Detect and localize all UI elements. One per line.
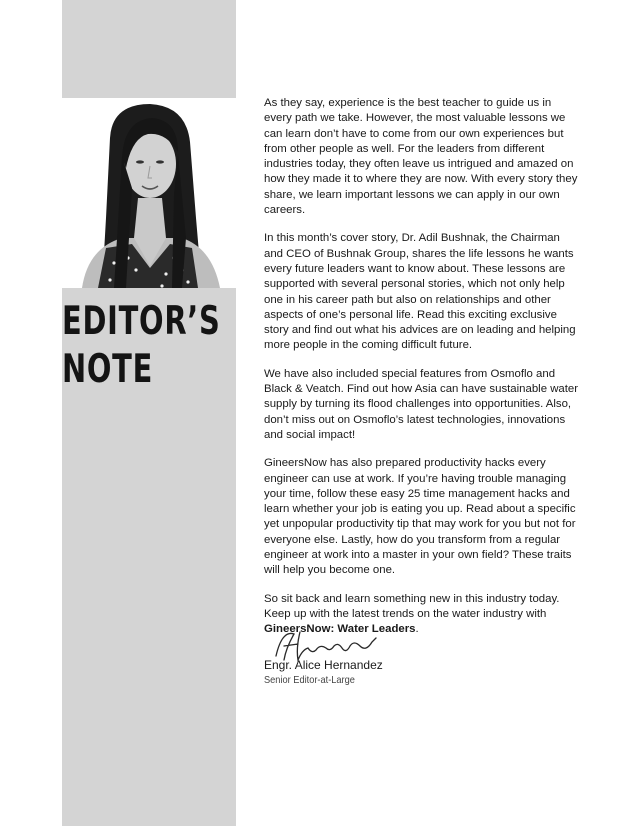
note-body	[264, 96, 582, 651]
paragraph-1: As they say, experience is the best teacher to guide us in every path we take. However, the most valuable lessons we can learn don’t have to come from our own experiences but from other people as well. For the leaders from different industries today, they often leave us intrigued and amazed on how they made it to where they are now. With every story they share, we learn important lessons we can apply in our own careers.	[264, 97, 578, 217]
paragraph-4: GineersNow has also prepared productivity hacks every engineer can use at work. If you’re having trouble managing your time, follow these easy 25 time management hacks and learn whether your job is eating you up. Read about a specific yet unpopular productivity tip that may work for you but not for everyone else. Lastly, how do you transform from a regular engineer at work into a master in your own field? These traits will help you become one.	[264, 457, 576, 577]
page-title	[62, 298, 221, 394]
paragraph-3: We have also included special features from Osmoflo and Black & Veatch. Find out how Asia can have sustainable water supply by turning its flood challenges into opportunities. Also, don’t miss out on Osmoflo’s latest technologies, innovations and social impact!	[264, 367, 579, 441]
closing-end: .	[415, 623, 419, 636]
magazine-name: GineersNow: Water Leaders	[264, 623, 416, 636]
title-line-2: NOTE	[62, 347, 154, 392]
editor-role: Senior Editor-at-Large	[264, 674, 355, 686]
editor-name: Engr. Alice Hernandez	[264, 658, 383, 672]
closing-text: So sit back and learn something new in this industry today. Keep up with the latest trends on the water industry with	[264, 592, 560, 620]
paragraph-2: In this month’s cover story, Dr. Adil Bushnak, the Chairman and CEO of Bushnak Group, shares the life lessons he wants every future leaders want to know about. These lessons are supported with several personal stories, which not only help one in his career path but also on relationships and other aspects of one’s personal life. Read this exciting exclusive story and find out what his advices are on leading and helping more people in the coming difficult future.	[264, 232, 576, 352]
title-line-1: EDITOR’S	[62, 299, 221, 344]
editor-portrait	[62, 98, 236, 288]
